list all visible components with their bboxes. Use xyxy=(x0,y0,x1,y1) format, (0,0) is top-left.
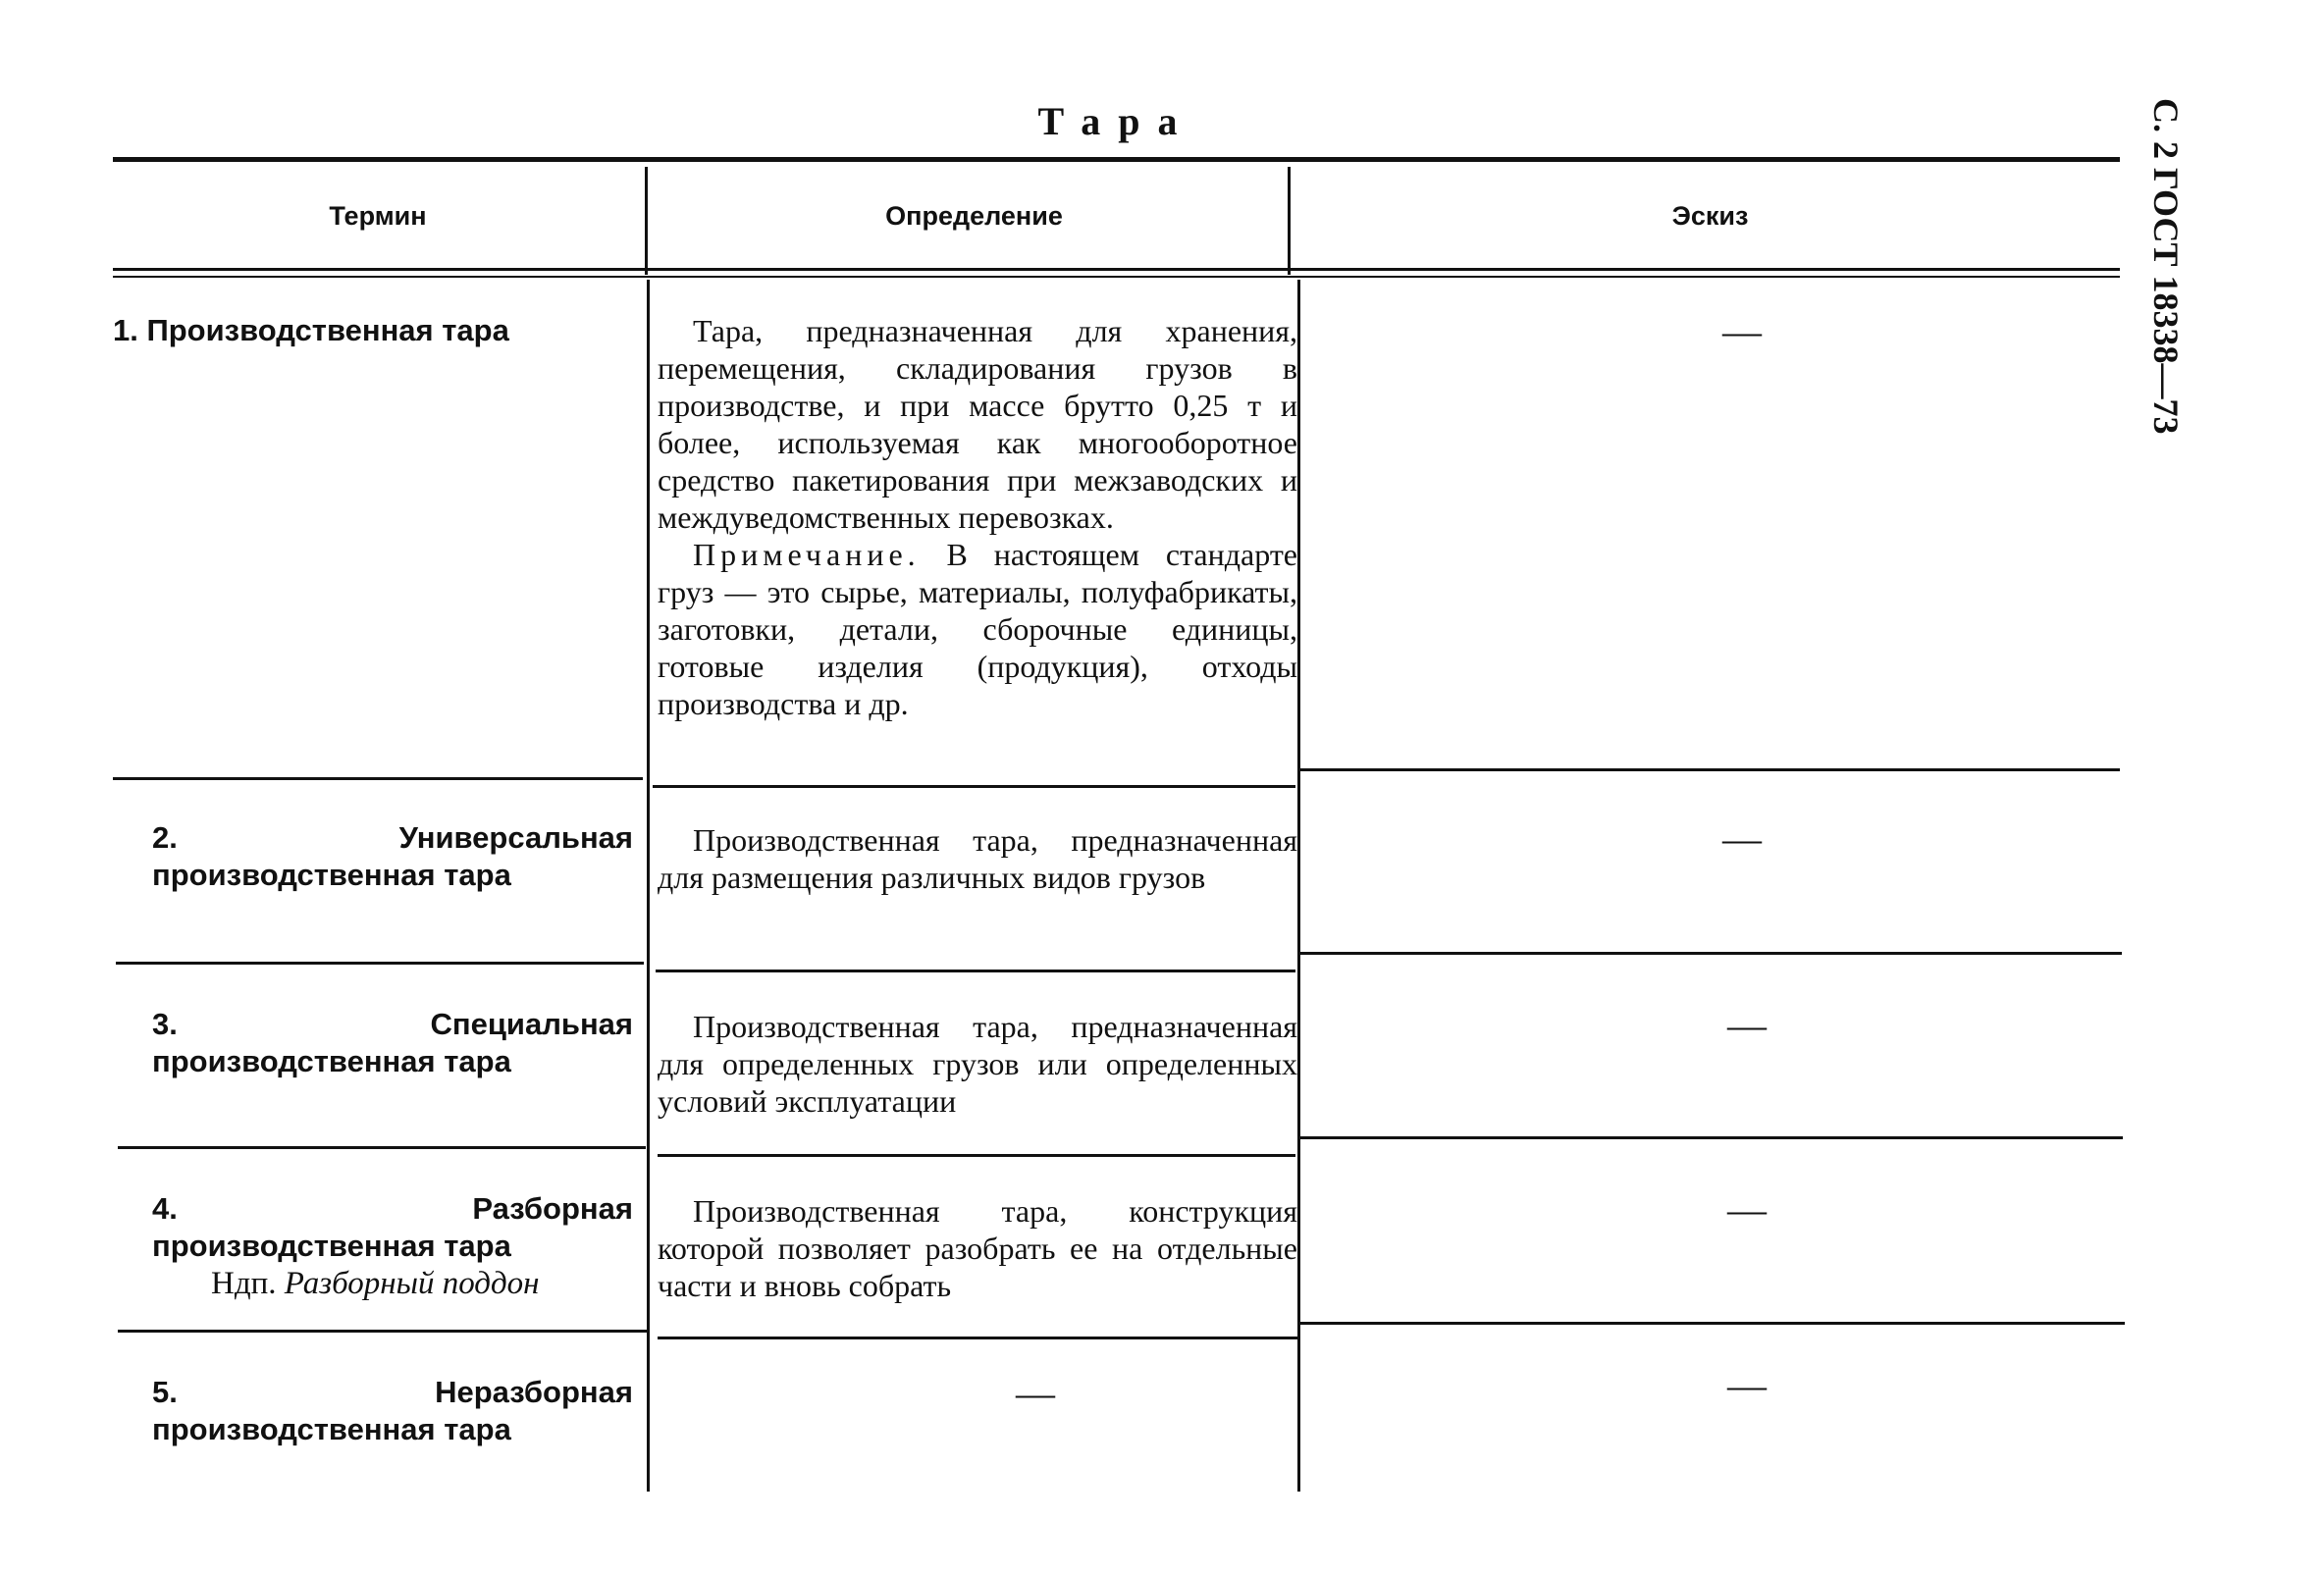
definition-text: Производственная тара, конструкция которой позволяет разобрать ее на отдельные части и вновь собрать xyxy=(658,1193,1297,1303)
term-cell xyxy=(113,1006,633,1080)
sketch-cell: — xyxy=(1722,309,1762,353)
header-definition: Определение xyxy=(885,201,1063,231)
sketch-cell: — xyxy=(1722,816,1762,861)
definition-text: Производственная тара, предназначенная для определенных грузов или определенных условий эксплуатации xyxy=(658,1009,1297,1119)
definition-note xyxy=(658,536,1297,722)
term-cell xyxy=(113,1374,633,1448)
term-text: 5. Неразборная производственная тара xyxy=(152,1375,633,1446)
standard-code: С. 2 ГОСТ 18338—73 xyxy=(2146,98,2186,435)
row-rule xyxy=(116,962,644,965)
definition-text: Производственная тара, предназначенная для размещения различных видов грузов xyxy=(658,822,1297,895)
table-row xyxy=(113,1363,2120,1492)
term-text: 2. Универсальная производственная тара xyxy=(152,820,633,892)
sketch-cell: — xyxy=(1727,1187,1767,1232)
header-term: Термин xyxy=(329,201,427,231)
sketch-cell: — xyxy=(1727,1363,1767,1407)
term-text: 4. Разборная производственная тара xyxy=(152,1191,633,1263)
header-sketch: Эскиз xyxy=(1671,201,1749,231)
table-row xyxy=(113,816,2120,947)
term-text: 1. Производственная тара xyxy=(113,313,509,347)
definition-cell xyxy=(658,821,1297,896)
term-cell xyxy=(113,819,633,894)
definition-cell xyxy=(658,1192,1297,1304)
sketch-cell: — xyxy=(1727,1003,1767,1047)
note-label: Примечание. xyxy=(693,537,921,572)
table-top-rule xyxy=(113,157,2120,162)
term-cell xyxy=(113,1190,633,1302)
note-text: В настоящем стандарте груз — это сырье, материалы, полуфабрикаты, заготовки, детали, сборочные единицы, готовые изделия (продукция), отходы производства и др. xyxy=(658,537,1298,721)
term-cell xyxy=(113,312,633,349)
row-rule xyxy=(658,1154,1295,1157)
row-rule xyxy=(656,970,1295,972)
table-row xyxy=(113,1003,2120,1133)
header-rule-double xyxy=(113,276,2120,278)
side-page-code xyxy=(2130,98,2208,530)
row-rule xyxy=(1300,1136,2123,1139)
page-header xyxy=(113,98,2120,157)
deprecated-prefix: Ндп. xyxy=(211,1266,277,1301)
section-title: Тара xyxy=(1037,99,1195,143)
header-rule xyxy=(113,268,2120,271)
definition-text: Тара, предназначенная для хранения, перемещения, складирования грузов в производстве, и при массе брутто 0,25 т и более, используемая как многооборотное средство пакетирования при межзаводских и междуведомственных перевозках. xyxy=(658,313,1297,535)
term-text: 3. Специальная производственная тара xyxy=(152,1007,633,1078)
row-rule xyxy=(118,1330,648,1333)
row-rule xyxy=(658,1337,1297,1339)
row-rule xyxy=(1300,1322,2125,1325)
row-rule xyxy=(118,1146,646,1149)
row-rule xyxy=(113,777,643,780)
table-row xyxy=(113,1187,2120,1337)
row-rule xyxy=(653,785,1295,788)
column-divider xyxy=(645,167,648,275)
column-divider xyxy=(1288,167,1291,275)
deprecated-term xyxy=(113,1265,633,1302)
definition-cell xyxy=(658,312,1297,722)
deprecated-term-text: Разборный поддон xyxy=(284,1266,540,1301)
table-row xyxy=(113,309,2120,783)
row-rule xyxy=(1300,952,2122,955)
definition-cell xyxy=(658,1008,1297,1120)
definition-cell: — xyxy=(1016,1371,1055,1415)
table-header-row xyxy=(113,165,2120,268)
row-rule xyxy=(1300,768,2120,771)
